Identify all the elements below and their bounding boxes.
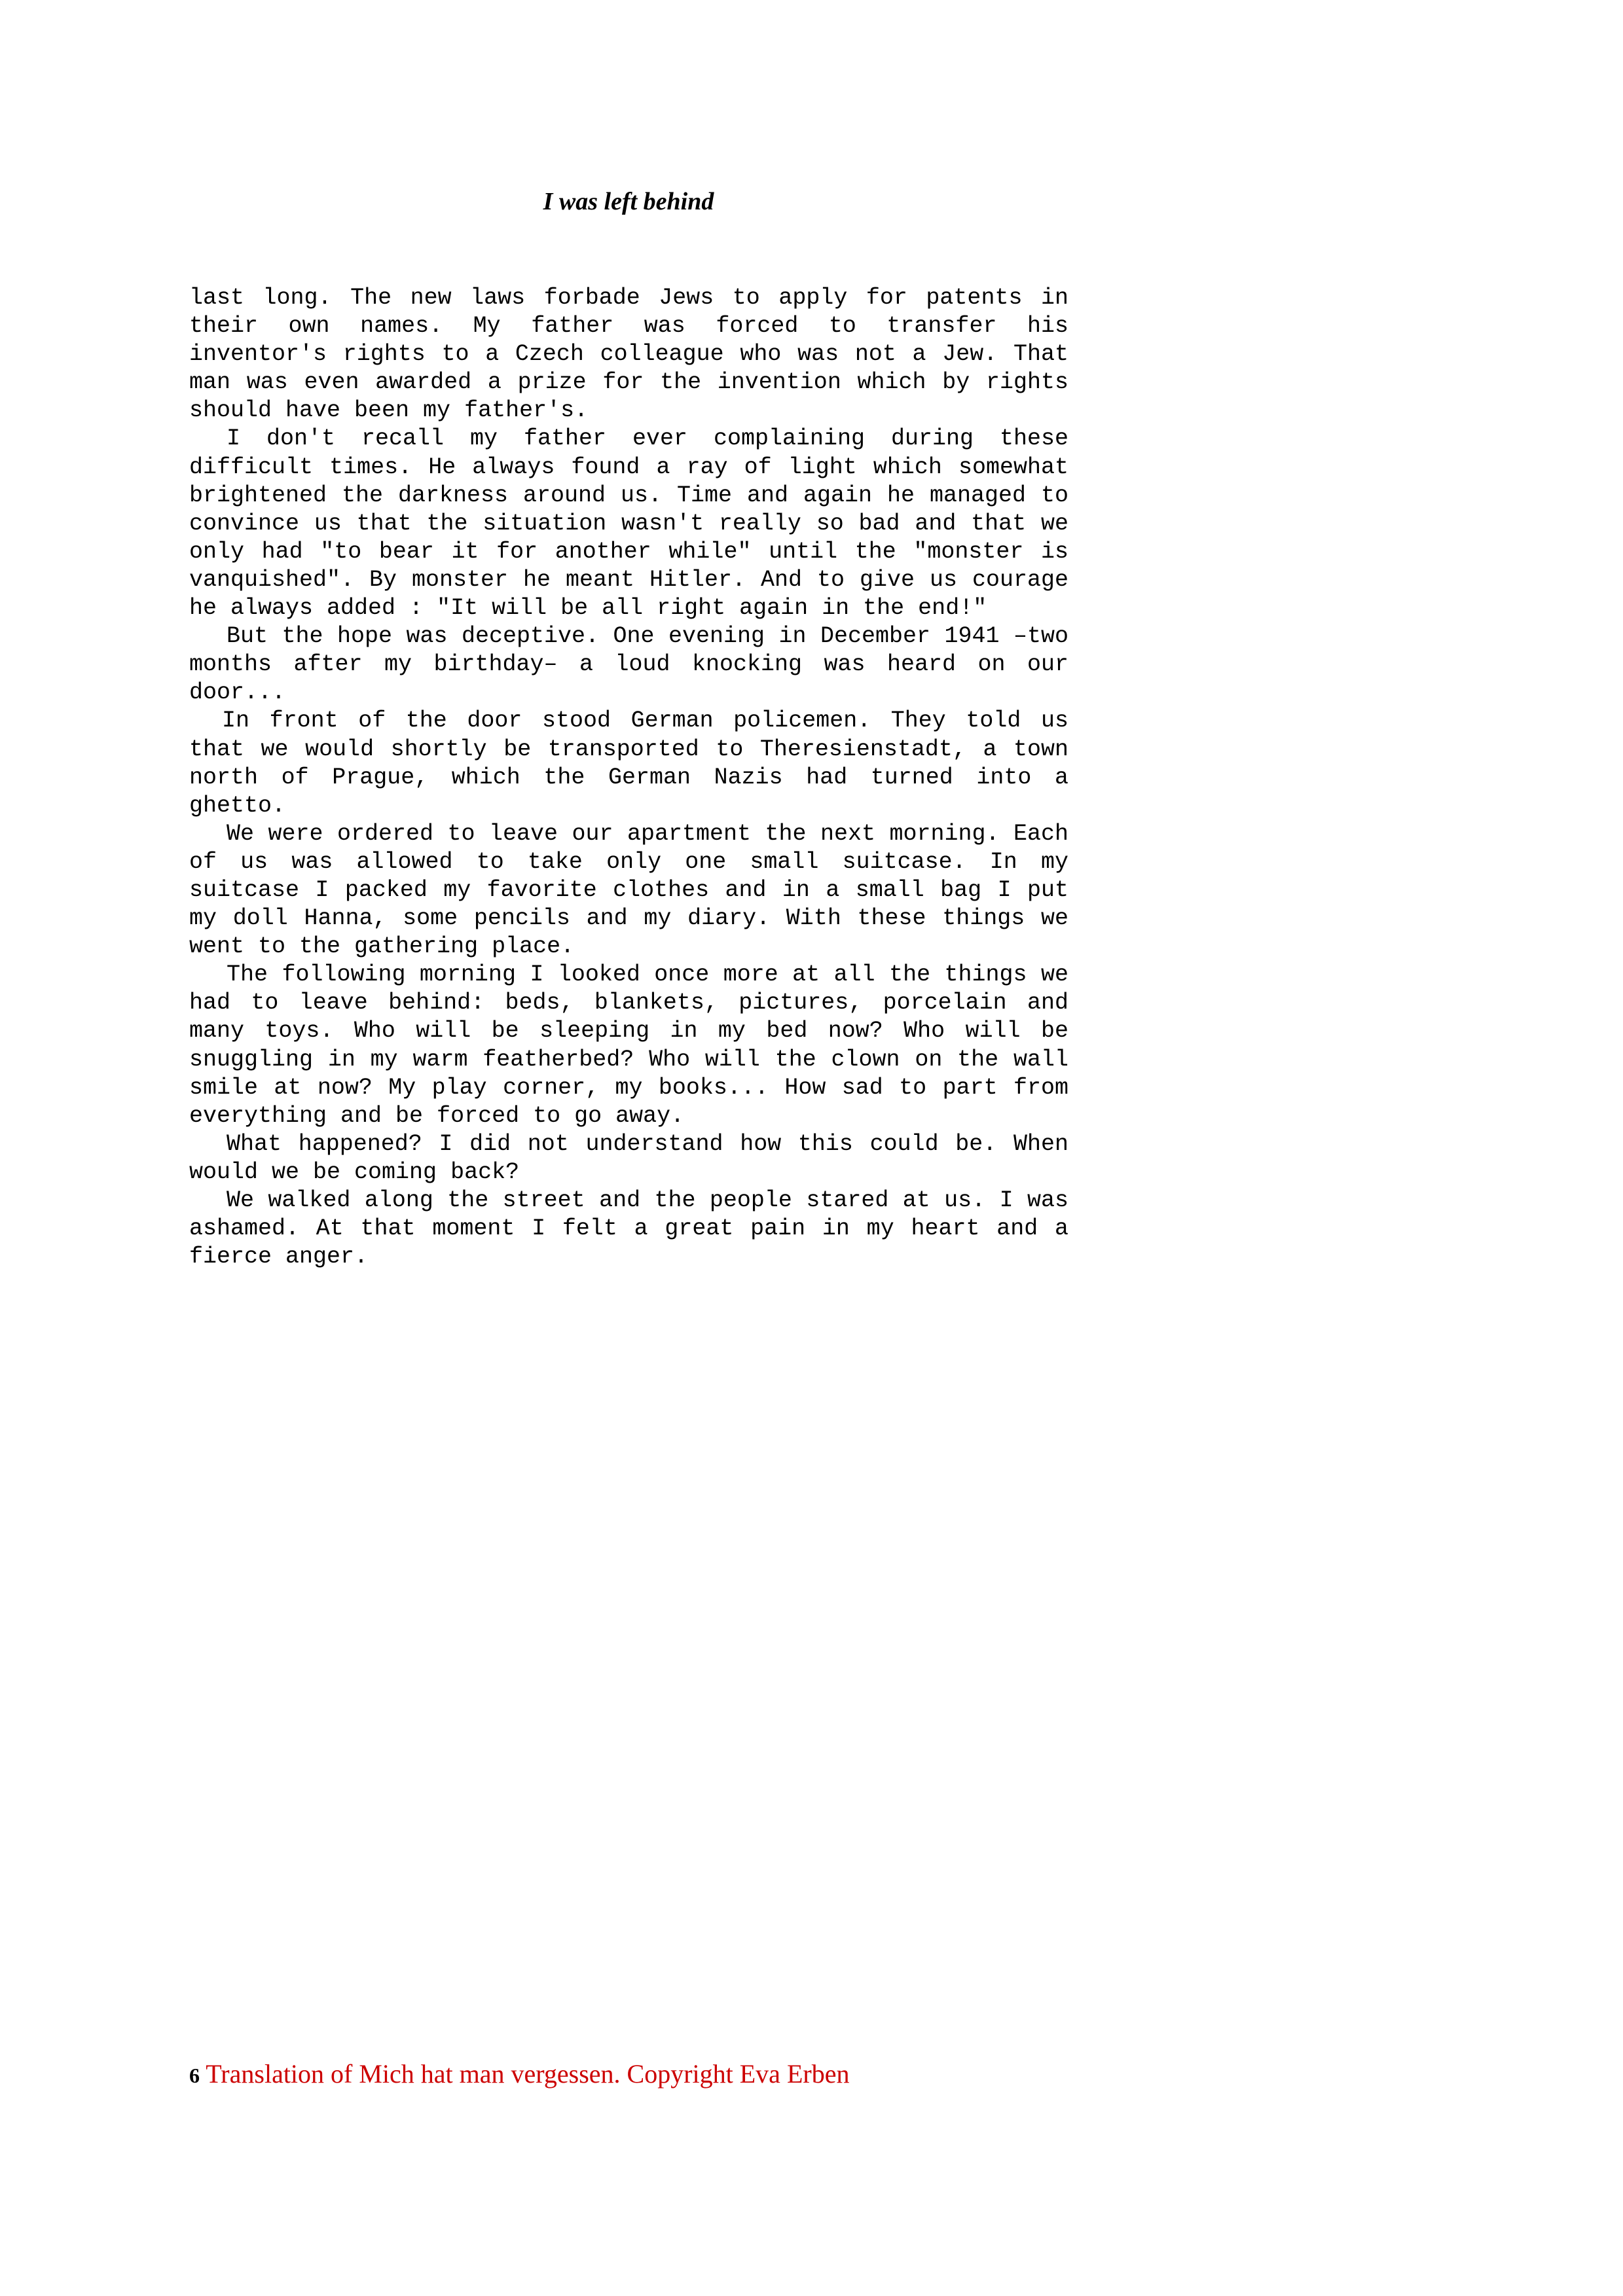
page-footer: [189, 2058, 849, 2089]
paragraph: What happened? I did not understand how this could be. When would we be coming back?: [189, 1130, 1068, 1185]
paragraph: I don't recall my father ever complaining during these difficult times. He always found a ray of light which somewhat brightened the darkness around us. Time and again he managed to convince us that the situation wasn't really so bad and that we only had "to bear it for another while" until the "monster is vanquished". By monster he meant Hitler. And to give us courage he always added : "It will be all right again in the end!": [189, 425, 1068, 622]
paragraph: last long. The new laws forbade Jews to apply for patents in their own names. My father was forced to transfer his inventor's rights to a Czech colleague who was not a Jew. That man was even awarded a prize for the invention which by rights should have been my father's.: [189, 285, 1068, 424]
running-title: I was left behind: [543, 188, 714, 215]
footer-copyright: Translation of Mich hat man vergessen. Copyright Eva Erben: [206, 2059, 850, 2089]
body-text: [189, 284, 1068, 1271]
paragraph: The following morning I looked once more at all the things we had to leave behind: beds, blankets, pictures, porcelain and many toys. Who will be sleeping in my bed now? Who will be snuggling in my warm featherbed? Who will the clown on the wall smile at now? My play corner, my books... How sad to part from everything and be forced to go away.: [189, 961, 1068, 1129]
paragraph: In front of the door stood German policemen. They told us that we would shortly be transported to Theresienstadt, a town north of Prague, which the German Nazis had turned into a ghetto.: [189, 708, 1068, 819]
page-number: 6: [189, 2064, 200, 2087]
paragraph: But the hope was deceptive. One evening in December 1941 –two months after my birthday– a loud knocking was heard on our door...: [189, 623, 1068, 706]
paragraph: We walked along the street and the people stared at us. I was ashamed. At that moment I felt a great pain in my heart and a fierce anger.: [189, 1187, 1068, 1270]
paragraph: We were ordered to leave our apartment the next morning. Each of us was allowed to take only one small suitcase. In my suitcase I packed my favorite clothes and in a small bag I put my doll Hanna, some pencils and my diary. With these things we went to the gathering place.: [189, 820, 1068, 960]
